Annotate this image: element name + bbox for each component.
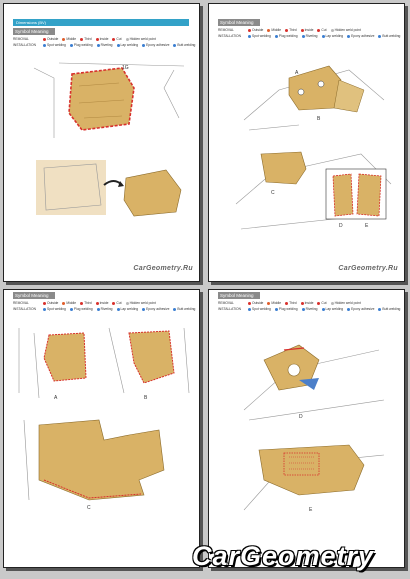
removal-symbol-icon bbox=[43, 302, 46, 305]
removal-symbol-icon bbox=[248, 29, 251, 32]
installation-legend-item bbox=[248, 307, 271, 311]
callout-e: E bbox=[365, 223, 369, 229]
removal-legend-label: Cut bbox=[116, 37, 122, 41]
callout-b: B bbox=[317, 116, 321, 122]
removal-symbol-icon bbox=[96, 38, 99, 41]
removal-legend-item bbox=[43, 37, 58, 41]
installation-legend-label: Epoxy adhesive bbox=[351, 307, 375, 311]
installation-legend-item bbox=[302, 307, 318, 311]
removal-legend-label: Inside bbox=[99, 301, 109, 305]
installation-legend-item bbox=[117, 307, 139, 311]
symbol-legend bbox=[13, 300, 196, 312]
manual-page-1 bbox=[3, 3, 200, 282]
removal-legend-label: Hidden weld point bbox=[129, 301, 156, 305]
removal-legend-label: Middle bbox=[66, 37, 77, 41]
installation-symbol-icon bbox=[248, 308, 251, 311]
removal-label: REMOVAL bbox=[13, 37, 29, 41]
illustration-detail-b bbox=[104, 323, 194, 403]
installation-legend-item bbox=[173, 43, 195, 47]
installation-legend-item bbox=[302, 34, 318, 38]
installation-legend-item bbox=[97, 307, 113, 311]
manual-page-4 bbox=[208, 289, 405, 568]
installation-legend-item bbox=[378, 34, 400, 38]
symbol-meaning-header: Symbol Meaning bbox=[218, 19, 260, 26]
installation-symbol-icon bbox=[347, 35, 350, 38]
removal-legend-label: Third bbox=[84, 37, 92, 41]
installation-row bbox=[218, 33, 401, 39]
removal-symbol-icon bbox=[43, 38, 46, 41]
installation-symbol-icon bbox=[43, 308, 46, 311]
removal-legend-item bbox=[43, 301, 58, 305]
removal-legend-label: Cut bbox=[321, 301, 327, 305]
installation-symbol-icon bbox=[70, 44, 73, 47]
removal-symbol-icon bbox=[80, 38, 83, 41]
installation-symbol-icon bbox=[97, 308, 100, 311]
removal-symbol-icon bbox=[248, 302, 251, 305]
symbol-legend bbox=[13, 36, 196, 48]
installation-legend-item bbox=[117, 43, 139, 47]
installation-legend-item bbox=[97, 43, 113, 47]
removal-symbol-icon bbox=[112, 302, 115, 305]
installation-symbol-icon bbox=[378, 308, 381, 311]
removal-legend-label: Third bbox=[289, 28, 297, 32]
installation-symbol-icon bbox=[43, 44, 46, 47]
removal-legend-label: Inside bbox=[99, 37, 109, 41]
installation-symbol-icon bbox=[117, 308, 120, 311]
highlighted-panel bbox=[69, 68, 134, 130]
installation-symbol-icon bbox=[142, 308, 145, 311]
label-d: D bbox=[299, 414, 303, 420]
watermark: CarGeometry.Ru bbox=[338, 265, 398, 272]
installation-row bbox=[218, 306, 401, 312]
removal-legend-label: Cut bbox=[321, 28, 327, 32]
watermark: CarGeometry.Ru bbox=[133, 265, 193, 272]
installation-symbol-icon bbox=[347, 308, 350, 311]
installation-label: INSTALLATION bbox=[218, 307, 241, 311]
removal-legend-label: Middle bbox=[66, 301, 77, 305]
removal-legend-item bbox=[112, 37, 121, 41]
installation-legend-item bbox=[322, 34, 344, 38]
removal-legend-item bbox=[285, 28, 297, 32]
removal-legend-label: Hidden weld point bbox=[334, 301, 361, 305]
installation-legend-item bbox=[275, 307, 298, 311]
installation-symbol-icon bbox=[70, 308, 73, 311]
installation-legend-label: Riveting bbox=[305, 307, 318, 311]
installation-legend-item bbox=[173, 307, 195, 311]
removal-symbol-icon bbox=[267, 302, 270, 305]
installation-label: INSTALLATION bbox=[218, 34, 241, 38]
installation-symbol-icon bbox=[275, 308, 278, 311]
installation-legend-label: Lap welding bbox=[120, 307, 139, 311]
removal-symbol-icon bbox=[317, 29, 320, 32]
brand-logo: CarGeometry bbox=[192, 541, 375, 571]
removal-legend-label: Outside bbox=[252, 301, 264, 305]
removal-legend-item bbox=[126, 301, 156, 305]
removal-symbol-icon bbox=[80, 302, 83, 305]
installation-symbol-icon bbox=[173, 308, 176, 311]
removal-legend-label: Middle bbox=[271, 301, 282, 305]
removal-legend-item bbox=[267, 28, 281, 32]
removal-symbol-icon bbox=[96, 302, 99, 305]
installation-legend-label: Plug welding bbox=[278, 34, 298, 38]
removal-legend-label: Middle bbox=[271, 28, 282, 32]
installation-legend-item bbox=[43, 307, 66, 311]
installation-label: INSTALLATION bbox=[13, 307, 36, 311]
label-e: E bbox=[309, 507, 313, 513]
label-a: A bbox=[54, 395, 58, 401]
installation-legend-label: Lap welding bbox=[120, 43, 139, 47]
illustration-detail-c bbox=[19, 410, 189, 510]
removal-legend-item bbox=[80, 37, 92, 41]
removal-symbol-icon bbox=[126, 38, 129, 41]
removal-symbol-icon bbox=[331, 29, 334, 32]
installation-legend-item bbox=[142, 307, 169, 311]
removal-symbol-icon bbox=[317, 302, 320, 305]
illustration-detail-e bbox=[239, 435, 389, 520]
installation-legend-label: Spot welding bbox=[47, 307, 66, 311]
removal-symbol-icon bbox=[112, 38, 115, 41]
removal-symbol-icon bbox=[301, 29, 304, 32]
callout-a: A bbox=[295, 70, 299, 76]
removal-legend-item bbox=[317, 301, 326, 305]
installation-legend-label: Lap welding bbox=[325, 307, 344, 311]
removal-legend-item bbox=[248, 28, 263, 32]
installation-legend-label: Epoxy adhesive bbox=[146, 43, 170, 47]
installation-symbol-icon bbox=[302, 35, 305, 38]
installation-legend-label: Butt welding bbox=[382, 307, 401, 311]
installation-legend-label: Plug welding bbox=[73, 43, 93, 47]
installation-legend-item bbox=[43, 43, 66, 47]
installation-legend-item bbox=[347, 307, 374, 311]
installation-symbol-icon bbox=[322, 308, 325, 311]
installation-legend-label: Plug welding bbox=[278, 307, 298, 311]
removal-legend-label: Outside bbox=[47, 301, 59, 305]
label-b: B bbox=[144, 395, 148, 401]
installation-legend-item bbox=[378, 307, 400, 311]
illustration-rear-pillar bbox=[239, 50, 389, 135]
manual-page-3 bbox=[3, 289, 200, 568]
callout-1g: 1G bbox=[122, 65, 129, 71]
installation-symbol-icon bbox=[97, 44, 100, 47]
removal-legend-item bbox=[331, 28, 361, 32]
removal-symbol-icon bbox=[62, 38, 65, 41]
removal-label: REMOVAL bbox=[13, 301, 29, 305]
installation-legend-label: Spot welding bbox=[252, 34, 271, 38]
installation-symbol-icon bbox=[142, 44, 145, 47]
removal-legend-label: Inside bbox=[304, 28, 314, 32]
installation-label: INSTALLATION bbox=[13, 43, 36, 47]
installation-symbol-icon bbox=[322, 35, 325, 38]
installation-legend-label: Riveting bbox=[100, 307, 113, 311]
installation-legend-label: Spot welding bbox=[47, 43, 66, 47]
removal-symbol-icon bbox=[301, 302, 304, 305]
installation-legend-label: Epoxy adhesive bbox=[146, 307, 170, 311]
removal-legend-label: Third bbox=[84, 301, 92, 305]
section-title: Dimensions (BV) bbox=[13, 19, 189, 26]
illustration-detail-d bbox=[239, 330, 389, 425]
callout-c: C bbox=[271, 190, 275, 196]
removal-legend-item bbox=[248, 301, 263, 305]
symbol-meaning-header: Symbol Meaning bbox=[13, 292, 55, 299]
symbol-meaning-header: Symbol Meaning bbox=[13, 28, 55, 35]
removal-legend-item bbox=[112, 301, 121, 305]
removal-legend-label: Outside bbox=[47, 37, 59, 41]
removal-legend-item bbox=[62, 37, 76, 41]
removal-legend-item bbox=[80, 301, 92, 305]
installation-legend-item bbox=[275, 34, 298, 38]
installation-legend-label: Plug welding bbox=[73, 307, 93, 311]
installation-row bbox=[13, 42, 196, 48]
removal-legend-item bbox=[62, 301, 76, 305]
removal-legend-label: Hidden weld point bbox=[334, 28, 361, 32]
illustration-floor-panel bbox=[24, 58, 189, 148]
removal-legend-label: Outside bbox=[252, 28, 264, 32]
illustration-detail-a bbox=[14, 323, 99, 403]
installation-legend-label: Butt welding bbox=[177, 43, 196, 47]
removal-symbol-icon bbox=[267, 29, 270, 32]
symbol-legend bbox=[218, 27, 401, 39]
symbol-meaning-header: Symbol Meaning bbox=[218, 292, 260, 299]
installation-legend-item bbox=[142, 43, 169, 47]
removal-symbol-icon bbox=[126, 302, 129, 305]
installation-legend-item bbox=[248, 34, 271, 38]
removal-symbol-icon bbox=[62, 302, 65, 305]
installation-row bbox=[13, 306, 196, 312]
installation-legend-label: Epoxy adhesive bbox=[351, 34, 375, 38]
removal-legend-item bbox=[96, 37, 109, 41]
installation-legend-item bbox=[70, 307, 93, 311]
removal-legend-label: Cut bbox=[116, 301, 122, 305]
callout-d: D bbox=[339, 223, 343, 229]
removal-label: REMOVAL bbox=[218, 28, 234, 32]
installation-legend-label: Spot welding bbox=[252, 307, 271, 311]
installation-legend-label: Butt welding bbox=[177, 307, 196, 311]
installation-legend-label: Butt welding bbox=[382, 34, 401, 38]
manual-page-2 bbox=[208, 3, 405, 282]
removal-legend-item bbox=[126, 37, 156, 41]
removal-label: REMOVAL bbox=[218, 301, 234, 305]
installation-symbol-icon bbox=[173, 44, 176, 47]
removal-legend-item bbox=[285, 301, 297, 305]
removal-legend-label: Hidden weld point bbox=[129, 37, 156, 41]
installation-symbol-icon bbox=[117, 44, 120, 47]
removal-legend-item bbox=[267, 301, 281, 305]
installation-legend-label: Riveting bbox=[100, 43, 113, 47]
removal-legend-label: Inside bbox=[304, 301, 314, 305]
removal-legend-item bbox=[96, 301, 109, 305]
installation-legend-item bbox=[347, 34, 374, 38]
installation-legend-item bbox=[322, 307, 344, 311]
removal-symbol-icon bbox=[331, 302, 334, 305]
removal-legend-item bbox=[301, 28, 314, 32]
installation-legend-item bbox=[70, 43, 93, 47]
removal-legend-label: Third bbox=[289, 301, 297, 305]
removal-legend-item bbox=[301, 301, 314, 305]
removal-symbol-icon bbox=[285, 29, 288, 32]
installation-symbol-icon bbox=[302, 308, 305, 311]
illustration-quarter-panel bbox=[231, 144, 396, 239]
removal-legend-item bbox=[317, 28, 326, 32]
illustration-removed-part bbox=[26, 150, 191, 230]
label-c: C bbox=[87, 505, 91, 510]
removal-legend-item bbox=[331, 301, 361, 305]
removal-symbol-icon bbox=[285, 302, 288, 305]
installation-symbol-icon bbox=[248, 35, 251, 38]
installation-symbol-icon bbox=[275, 35, 278, 38]
installation-legend-label: Lap welding bbox=[325, 34, 344, 38]
installation-symbol-icon bbox=[378, 35, 381, 38]
installation-legend-label: Riveting bbox=[305, 34, 318, 38]
symbol-legend bbox=[218, 300, 401, 312]
